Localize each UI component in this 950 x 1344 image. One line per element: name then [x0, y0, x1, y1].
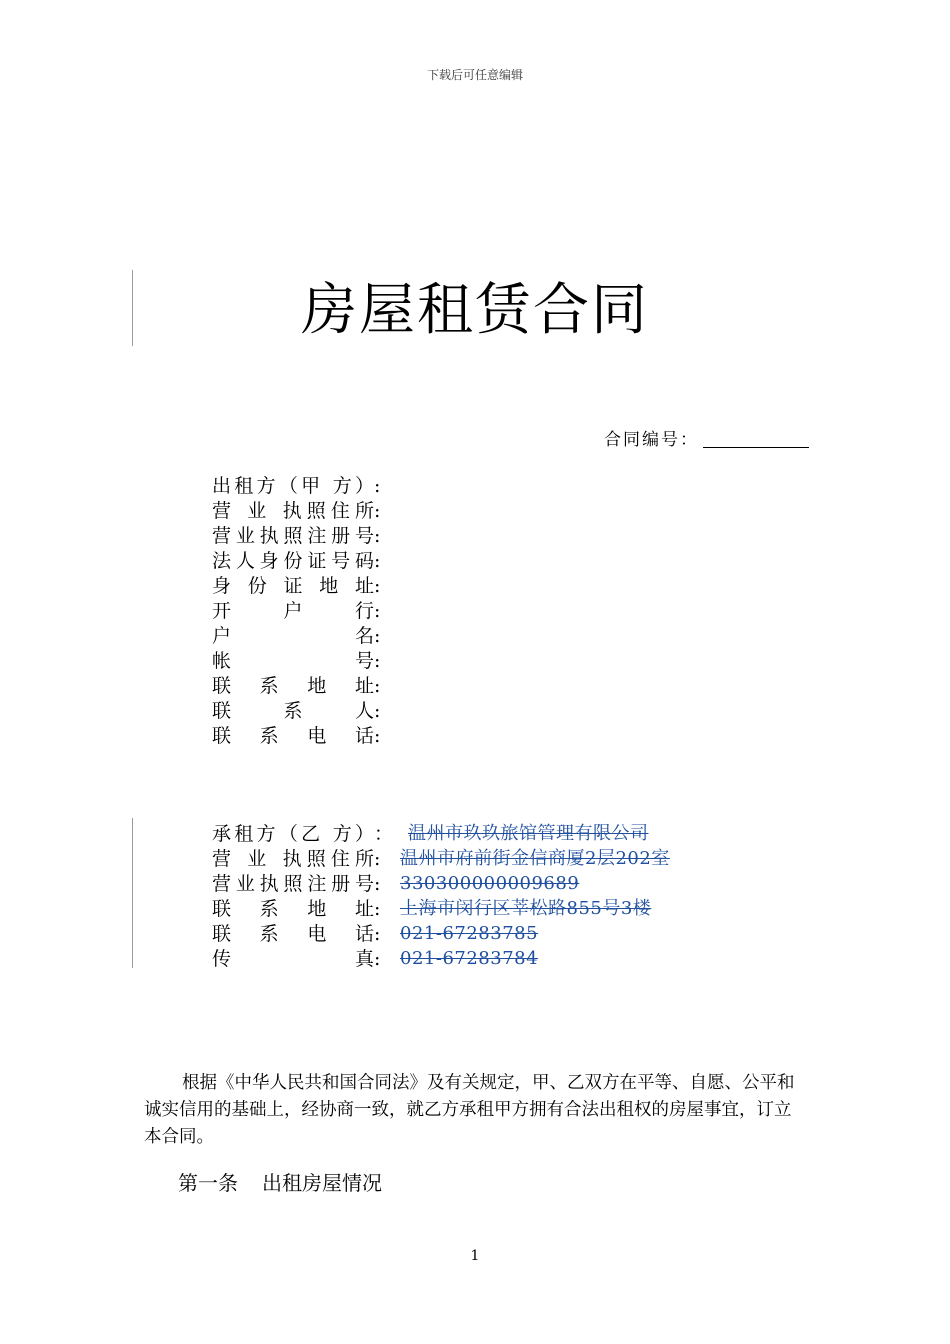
document-title: 房屋租赁合同 [301, 278, 649, 343]
struck-value: 上海市闵行区莘松路855号3楼 [400, 898, 652, 919]
struck-value: 021-67283784 [400, 948, 539, 969]
field-label: 户 名 [212, 625, 374, 647]
field-label: 承租方（乙 方） [212, 823, 374, 845]
field-label: 传 真 [212, 948, 374, 970]
field-label: 联 系 人 [212, 700, 374, 722]
lessor-field: 联 系 人 : [212, 700, 381, 722]
article-heading [178, 1167, 382, 1196]
struck-value: 021-67283785 [400, 923, 539, 944]
lessor-field: 帐 号 : [212, 650, 381, 672]
struck-value: 330300000009689 [400, 873, 580, 894]
page-number: 1 [470, 1248, 480, 1264]
contract-number-label: 合同编号： [604, 430, 699, 450]
field-label: 联 系 地 址 [212, 898, 374, 920]
lessor-field: 身 份 证 地 址 : [212, 575, 381, 597]
field-label: 联 系 电 话 [212, 923, 374, 945]
article-title: 出租房屋情况 [262, 1171, 382, 1195]
lessor-field: 开 户 行 : [212, 600, 381, 622]
margin-change-bar [132, 818, 133, 968]
field-label: 出租方（甲 方） [212, 475, 374, 497]
contract-number-blank[interactable] [703, 433, 809, 448]
header-note: 下载后可任意编辑 [426, 68, 523, 82]
struck-value: 温州市府前街金信商厦2层202室 [400, 848, 670, 869]
lessee-field: 联 系 地 址 : 上海市闵行区莘松路855号3楼 [212, 898, 652, 920]
lessee-field: 传 真 : 021-67283784 [212, 948, 539, 970]
article-number: 第一条 [178, 1171, 238, 1195]
field-label: 帐 号 [212, 650, 374, 672]
field-label: 法人身份证号码 [212, 550, 374, 572]
contract-number [604, 425, 809, 450]
lessor-field: 联 系 电 话 : [212, 725, 381, 747]
lessor-field: 户 名 : [212, 625, 381, 647]
lessee-field: 营 业 执照住所 : 温州市府前街金信商厦2层202室 [212, 848, 670, 870]
field-label: 联 系 地 址 [212, 675, 374, 697]
field-label: 身 份 证 地 址 [212, 575, 374, 597]
lessee-field: 承租方（乙 方） ： 温州市玖玖旅馆管理有限公司 [212, 823, 649, 845]
field-label: 营 业 执照住所 [212, 848, 374, 870]
lessor-field: 法人身份证号码 : [212, 550, 381, 572]
field-label: 开 户 行 [212, 600, 374, 622]
lessor-field: 联 系 地 址 : [212, 675, 381, 697]
lessee-field: 营业执照注册号 : 330300000009689 [212, 873, 580, 895]
field-label: 营业执照注册号 [212, 873, 374, 895]
struck-value: 温州市玖玖旅馆管理有限公司 [408, 823, 649, 844]
field-label: 联 系 电 话 [212, 725, 374, 747]
field-label: 营 业 执照住所 [212, 500, 374, 522]
lessee-field: 联 系 电 话 : 021-67283785 [212, 923, 539, 945]
field-label: 营业执照注册号 [212, 525, 374, 547]
lessor-field: 营业执照注册号 : [212, 525, 381, 547]
intro-paragraph: 根据《中华人民共和国合同法》及有关规定，甲、乙双方在平等、自愿、公平和诚实信用的基础上，经协商一致，就乙方承租甲方拥有合法出租权的房屋事宜，订立本合同。 [144, 1073, 795, 1147]
lessor-field: 营 业 执照住所 : [212, 500, 381, 522]
lessor-field: 出租方（甲 方） : [212, 475, 381, 497]
